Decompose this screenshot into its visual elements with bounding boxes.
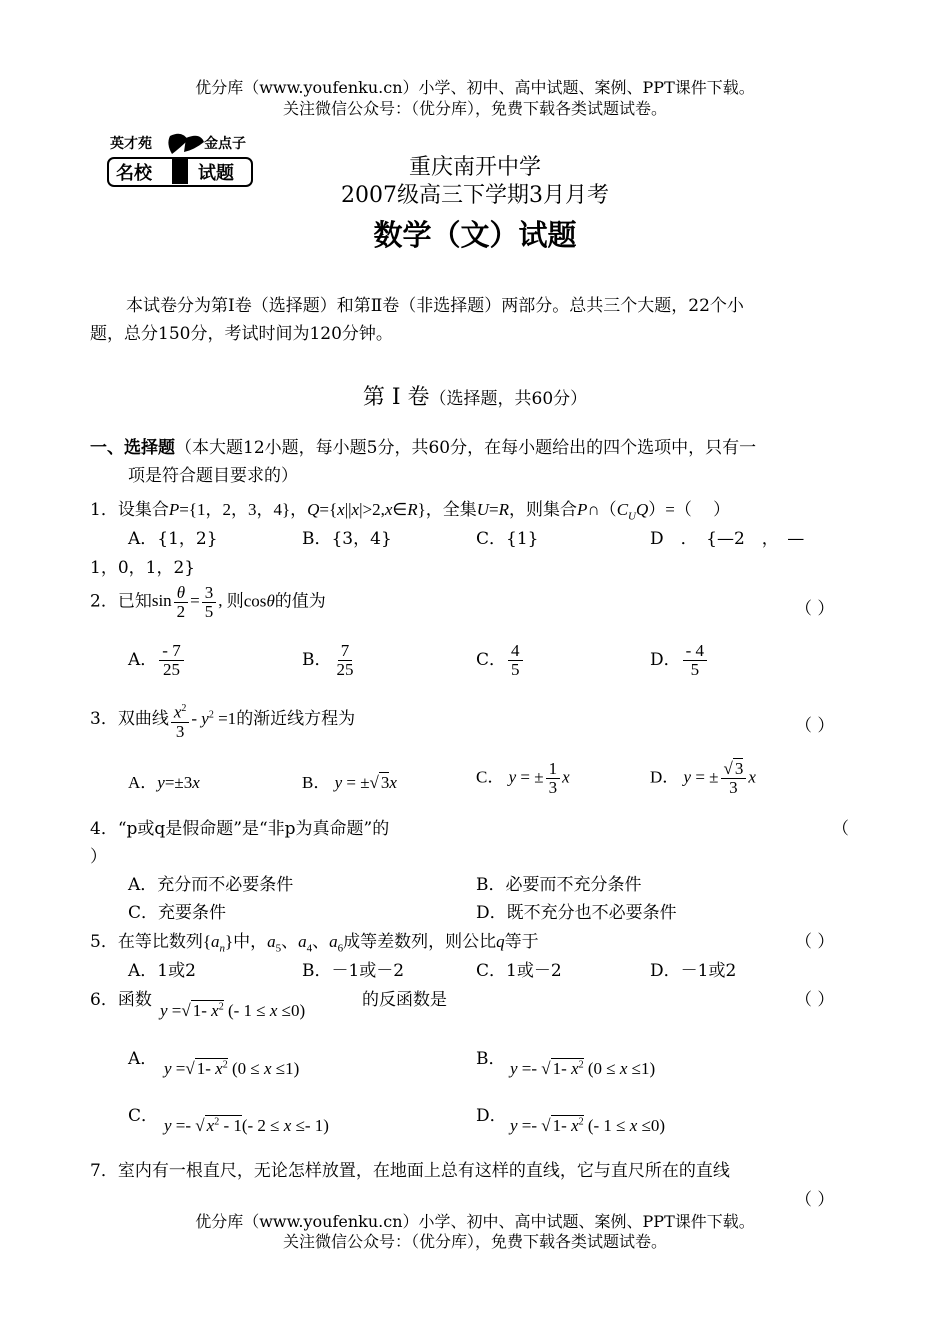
- q6-formula: y =√ 1- $x^2$ (- 1 ≤ x ≤0): [160, 1001, 306, 1020]
- q2-stem: 2．已知: [90, 591, 152, 612]
- section1-label: 一、选择题: [90, 438, 175, 458]
- q3-option-b: B． y = ±√ 3x: [302, 773, 397, 792]
- q2-then: 则: [226, 591, 244, 612]
- q4-paren-open[interactable]: （: [832, 819, 849, 839]
- q5-option-a: A．1或2: [128, 961, 196, 981]
- q1-stem: 1．设集合: [90, 500, 169, 520]
- q6-option-b: y =- √ 1- $x^2$ (0 ≤ x ≤1): [510, 1059, 656, 1078]
- q4-option-a: A．充分而不必要条件: [128, 875, 294, 895]
- logo-top-right: 金点子: [204, 136, 246, 152]
- part1-heading: [0, 380, 950, 411]
- intro-line-1: 本试卷分为第Ⅰ卷（选择题）和第Ⅱ卷（非选择题）两部分。总共三个大题，22个小: [126, 296, 744, 316]
- question-3: 3．双曲线 $\frac{x^2}{3}$ - $y^2 =1$的渐近线方程为: [90, 700, 355, 741]
- q1-option-b: B．{3，4}: [302, 529, 392, 549]
- title-school: 重庆南开中学: [408, 155, 541, 180]
- logo-top-left: 英才苑: [110, 136, 152, 152]
- logo-bottom-left: 名校: [116, 163, 152, 184]
- section1-desc-2: 项是符合题目要求的）: [128, 466, 298, 486]
- header-line-1: 优分库（www.youfenku.cn）小学、初中、高中试题、案例、PPT课件下载。: [195, 78, 755, 97]
- q1-option-d-cont: 1，0，1，2}: [90, 558, 196, 578]
- q3-tail: 的渐近线方程为: [236, 709, 356, 730]
- question-5: 5．在等比数列$\{a_n\}$中，$a_5$、$a_4$、$a_6$成等差数列，则公比q等于: [90, 932, 539, 955]
- footer-line-1: 优分库（www.youfenku.cn）小学、初中、高中试题、案例、PPT课件下载。: [195, 1212, 755, 1231]
- q2-option-c: C． $\frac{4}{5}$: [476, 642, 525, 679]
- q3-option-d: D． y = ± $\frac{√ 3}{3}$ x: [650, 759, 756, 797]
- q5-tail: 等于: [504, 932, 539, 952]
- q4-option-b: B．必要而不充分条件: [476, 875, 642, 895]
- q6-option-d-label: D．: [476, 1106, 507, 1126]
- question-1: 1．设集合P={1，2，3，4}，Q={x||x|>2,x∈R}，全集U=R，则集合$P\cap(C_UQ)=$（ ）: [90, 500, 731, 523]
- q5-answer-paren[interactable]: （ ）: [795, 932, 835, 952]
- q2-tail: 的值为: [274, 591, 326, 612]
- header-line-2: 关注微信公众号：（优分库），免费下载各类试题试卷。: [282, 99, 667, 118]
- part1-title: 第 Ⅰ 卷: [362, 385, 430, 410]
- intro-line-2: 题，总分150分，考试时间为120分钟。: [90, 324, 393, 344]
- q6-tail: 的反函数是: [362, 990, 447, 1010]
- q5-mid: 中，: [233, 932, 268, 952]
- q6-option-c: y =- √ $x^2 - 1(-$ 2 ≤ x ≤- 1): [164, 1116, 329, 1135]
- q1-option-c: C．{1}: [476, 529, 539, 549]
- q3-answer-paren[interactable]: （ ）: [795, 716, 835, 736]
- q5-stem: 5．在等比数列: [90, 932, 203, 952]
- q2-option-b: B． $\frac{7}{25}$: [302, 641, 354, 679]
- q3-option-c: C． y = ± $\frac{1}{3}$ x: [476, 759, 570, 797]
- q6-option-d: y =- √ 1- $x^2$ (- 1 ≤ x ≤0): [510, 1116, 666, 1135]
- q3-option-a: A．y=±3x: [128, 773, 200, 792]
- q4-paren-close[interactable]: ）: [90, 847, 107, 867]
- section1-desc-1: （本大题12小题，每小题5分，共60分，在每小题给出的四个选项中，只有一: [175, 438, 757, 458]
- q5-option-b: B．－1或－2: [302, 961, 405, 981]
- question-7: 7．室内有一根直尺，无论怎样放置，在地面上总有这样的直线，它与直尺所在的直线: [90, 1161, 730, 1181]
- q4-option-c: C．充要条件: [128, 903, 227, 923]
- footer-line-2: 关注微信公众号：（优分库），免费下载各类试题试卷。: [282, 1232, 667, 1251]
- q6-option-a: y =√ 1- $x^2$ (0 ≤ x ≤1): [164, 1059, 300, 1078]
- logo-bottom-right: 试题: [198, 163, 234, 184]
- section1-header: [90, 437, 756, 459]
- q5-option-c: C．1或－2: [476, 961, 562, 981]
- question-4: 4．“p或q是假命题”是“非p为真命题”的: [90, 819, 390, 839]
- question-2: 2．已知sin $\frac{\theta}{2}$ = $\frac{3}{5}$ , 则cosθ的值为: [90, 583, 326, 621]
- title-exam: 2007级高三下学期3月月考: [341, 183, 609, 208]
- q6-option-b-label: B．: [476, 1049, 506, 1069]
- q3-stem: 3．双曲线: [90, 709, 169, 730]
- q2-option-d: D． $\frac{- 4}{5}$: [650, 642, 709, 679]
- q2-answer-paren[interactable]: （ ）: [795, 599, 835, 619]
- q1-option-a: A．{1，2}: [128, 529, 218, 549]
- q6-option-a-label: A．: [128, 1049, 158, 1069]
- q6-option-c-label: C．: [128, 1106, 159, 1126]
- q5-mid2: 成等差数列，则公比: [343, 932, 497, 952]
- part1-note: （选择题，共60分）: [429, 389, 588, 409]
- q1-option-d: D ． {—2 ， —: [650, 529, 805, 549]
- title-subject: 数学（文）试题: [373, 218, 577, 252]
- q7-answer-paren[interactable]: （ ）: [795, 1190, 835, 1210]
- q6-answer-paren[interactable]: （ ）: [795, 990, 835, 1010]
- q6-stem: 6．函数: [90, 990, 152, 1010]
- q2-option-a: A． $\frac{- 7}{25}$: [128, 642, 186, 679]
- q5-option-d: D．－1或2: [650, 961, 737, 981]
- q4-option-d: D．既不充分也不必要条件: [476, 903, 677, 923]
